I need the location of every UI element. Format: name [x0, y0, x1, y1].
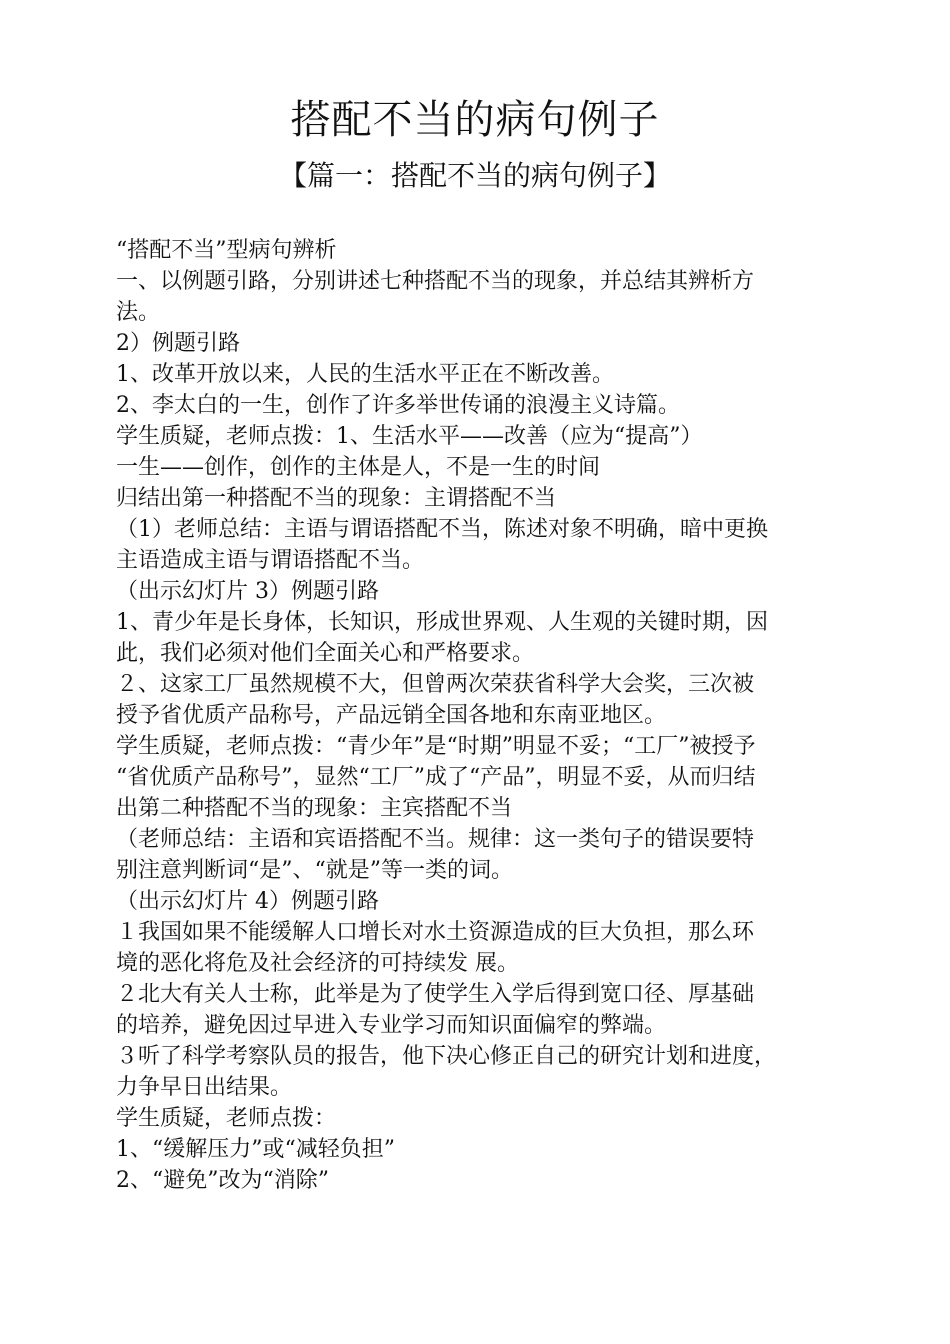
text-line: 一生——创作，创作的主体是人，不是一生的时间 [116, 455, 601, 480]
text-line: 1、青少年是长身体，长知识，形成世界观、人生观的关键时期，因 [116, 610, 768, 635]
text-line: “省优质产品称号”，显然“工厂”成了“产品”，明显不妥，从而归结 [116, 765, 756, 790]
text-line: 境的恶化将危及社会经济的可持续发 展。 [116, 951, 519, 976]
document-body [116, 235, 876, 1196]
text-line: ２北大有关人士称，此举是为了使学生入学后得到宽口径、厚基础 [116, 982, 755, 1007]
text-line: 2、李太白的一生，创作了许多举世传诵的浪漫主义诗篇。 [116, 393, 680, 418]
text-line: （出示幻灯片 3）例题引路 [116, 579, 379, 604]
text-line: 2）例题引路 [116, 331, 240, 356]
text-line: 2、“避免”改为“消除” [116, 1168, 329, 1193]
text-line: １我国如果不能缓解人口增长对水土资源造成的巨大负担，那么环 [116, 920, 755, 945]
text-line: 学生质疑，老师点拨： [116, 1106, 337, 1131]
text-line: 别注意判断词“是”、“就是”等一类的词。 [116, 858, 513, 883]
text-line: 力争早日出结果。 [116, 1075, 293, 1100]
document-title: 搭配不当的病句例子 [290, 97, 660, 143]
text-line: 归结出第一种搭配不当的现象：主谓搭配不当 [116, 486, 557, 511]
text-line: 1、改革开放以来，人民的生活水平正在不断改善。 [116, 362, 614, 387]
text-line: 学生质疑，老师点拨：1、生活水平——改善（应为“提高”） [116, 424, 703, 449]
text-line: （老师总结：主语和宾语搭配不当。规律：这一类句子的错误要特 [116, 827, 755, 852]
text-line: 主语造成主语与谓语搭配不当。 [116, 548, 425, 573]
text-line: 出第二种搭配不当的现象：主宾搭配不当 [116, 796, 513, 821]
text-line: 授予省优质产品称号，产品远销全国各地和东南亚地区。 [116, 703, 667, 728]
text-line: ２、这家工厂虽然规模不大，但曾两次荣获省科学大会奖，三次被 [116, 672, 755, 697]
text-line: 一、以例题引路，分别讲述七种搭配不当的现象，并总结其辨析方 [116, 269, 755, 294]
text-line: 1、“缓解压力”或“减轻负担” [116, 1137, 395, 1162]
text-line: 学生质疑，老师点拨：“青少年”是“时期”明显不妥；“工厂”被授予 [116, 734, 756, 759]
text-line: ３听了科学考察队员的报告，他下决心修正自己的研究计划和进度， [116, 1044, 777, 1069]
text-line: （1）老师总结：主语与谓语搭配不当，陈述对象不明确，暗中更换 [116, 517, 768, 542]
document-subtitle: 【篇一：搭配不当的病句例子】 [278, 159, 671, 192]
text-line: 此，我们必须对他们全面关心和严格要求。 [116, 641, 535, 666]
text-line: 的培养，避免因过早进入专业学习而知识面偏窄的弊端。 [116, 1013, 667, 1038]
text-line: （出示幻灯片 4）例题引路 [116, 889, 379, 914]
text-line: 法。 [116, 300, 161, 325]
text-line: “搭配不当”型病句辨析 [116, 238, 337, 263]
